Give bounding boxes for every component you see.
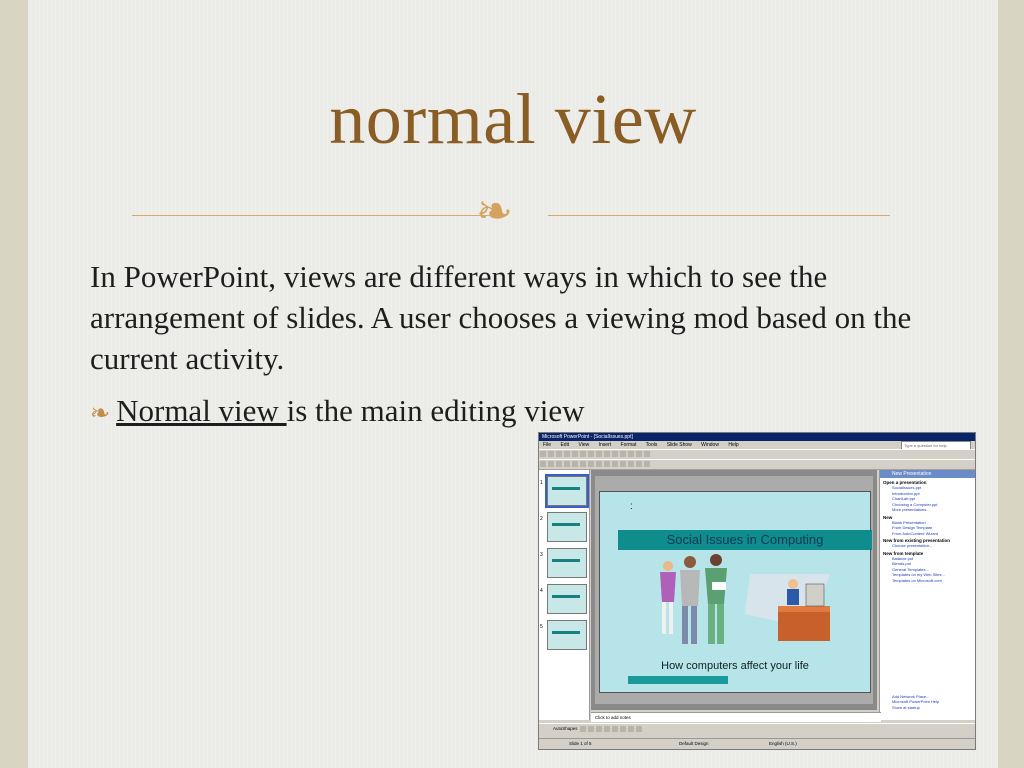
task-link[interactable]: From Design Template (892, 525, 933, 530)
slide-title: normal view (329, 79, 697, 159)
menu-slide-show[interactable]: Slide Show (666, 442, 692, 448)
cut-icon[interactable] (588, 451, 594, 457)
slide-thumbnail[interactable] (547, 512, 587, 542)
menu-file[interactable]: File (543, 442, 552, 448)
slide-subtitle[interactable]: How computers affect your life (661, 660, 809, 672)
fill-color-icon[interactable] (628, 726, 634, 732)
current-slide[interactable] (599, 491, 871, 693)
task-link[interactable]: More presentations... (892, 507, 930, 512)
canvas-background (595, 476, 873, 704)
task-link[interactable]: From AutoContent Wizard (892, 530, 939, 536)
status-language: English (U.S.) (769, 741, 797, 746)
status-design: Default Design (679, 741, 709, 746)
arrow-icon[interactable] (588, 726, 594, 732)
thumb-number: 3 (540, 552, 543, 558)
autoshapes-menu[interactable]: AutoShapes (553, 726, 578, 732)
font-icon[interactable] (540, 461, 546, 467)
font-color-icon[interactable] (628, 461, 634, 467)
slide-thumbnail-pane (539, 470, 590, 720)
shadow-icon[interactable] (580, 461, 586, 467)
title-divider-right (548, 215, 890, 216)
slide-bullets: : (630, 501, 633, 512)
align-right-icon[interactable] (604, 461, 610, 467)
thumb-number: 1 (540, 480, 543, 486)
bullet-normal-view (90, 390, 584, 434)
oval-icon[interactable] (604, 726, 610, 732)
slide-frame-left (0, 0, 28, 768)
slide-thumbnail[interactable] (547, 584, 587, 614)
line-icon[interactable] (580, 726, 586, 732)
menu-window[interactable]: Window (701, 442, 719, 448)
table-icon[interactable] (636, 451, 642, 457)
wordart-icon[interactable] (620, 726, 626, 732)
task-link[interactable]: Choose presentation... (892, 543, 933, 548)
slide-thumbnail[interactable] (547, 548, 587, 578)
align-center-icon[interactable] (596, 461, 602, 467)
task-link[interactable]: ChartLab.ppt (892, 496, 916, 501)
slide-accent-bar (628, 676, 728, 684)
menu-help[interactable]: Help (728, 442, 739, 448)
bullet-text: is the main editing view (286, 393, 585, 428)
menu-edit[interactable]: Edit (560, 442, 570, 448)
design-icon[interactable] (636, 461, 642, 467)
slide-frame-right (998, 0, 1024, 768)
title-divider-left (132, 215, 502, 216)
fleuron-ornament-icon: ❧ (476, 186, 513, 237)
status-slide-count: Slide 1 of 5 (569, 741, 592, 746)
copy-icon[interactable] (596, 451, 602, 457)
task-section-title: New from existing presentation (883, 538, 951, 543)
task-link[interactable]: Add Network Place... (892, 693, 930, 699)
status-bar (539, 738, 975, 749)
zoom-icon[interactable] (644, 451, 650, 457)
powerpoint-screenshot (538, 432, 976, 750)
slide-thumbnail[interactable] (547, 476, 587, 506)
open-icon[interactable] (548, 451, 554, 457)
align-left-icon[interactable] (588, 461, 594, 467)
task-link[interactable]: Introduction.ppt (892, 490, 920, 496)
thumb-number: 5 (540, 624, 543, 630)
rectangle-icon[interactable] (596, 726, 602, 732)
font-size-icon[interactable] (548, 461, 554, 467)
task-link[interactable]: SocialIssues.ppt (892, 485, 922, 490)
save-icon[interactable] (556, 451, 562, 457)
task-section-title: Open a presentation (883, 480, 927, 485)
line-color-icon[interactable] (636, 726, 642, 732)
formatting-toolbar (539, 459, 975, 470)
menu-format[interactable]: Format (620, 442, 637, 448)
menu-tools[interactable]: Tools (645, 442, 658, 448)
task-pane-footer (880, 694, 976, 711)
chart-icon[interactable] (628, 451, 634, 457)
task-link[interactable]: Show at startup (892, 704, 920, 710)
thumb-number: 4 (540, 588, 543, 594)
slide-editing-canvas (591, 470, 877, 710)
notes-pane[interactable]: Click to add notes (591, 712, 881, 722)
slide-thumbnail[interactable] (547, 620, 587, 650)
help-search-input[interactable]: Type a question for help (901, 441, 971, 450)
task-section-title: New (883, 514, 893, 520)
task-link[interactable]: Blends.pot (892, 561, 911, 566)
thumb-number: 2 (540, 516, 543, 522)
bold-icon[interactable] (556, 461, 562, 467)
task-link[interactable]: General Templates... (892, 566, 929, 572)
new-slide-icon[interactable] (644, 461, 650, 467)
task-pane-header: New Presentation (880, 470, 976, 478)
redo-icon[interactable] (620, 451, 626, 457)
italic-icon[interactable] (564, 461, 570, 467)
menu-view[interactable]: View (578, 442, 590, 448)
preview-icon[interactable] (572, 451, 578, 457)
slide-title-banner[interactable]: Social Issues in Computing (618, 530, 872, 550)
bullets-icon[interactable] (612, 461, 618, 467)
window-titlebar: Microsoft PowerPoint - [SocialIssues.ppt] (539, 433, 975, 441)
business-people-clipart (660, 554, 830, 654)
undo-icon[interactable] (612, 451, 618, 457)
task-pane (879, 470, 976, 720)
bullet-fleuron-icon: ❧ (90, 399, 111, 427)
spelling-icon[interactable] (580, 451, 586, 457)
task-link[interactable]: Microsoft PowerPoint Help (892, 699, 940, 704)
textbox-icon[interactable] (612, 726, 618, 732)
task-link[interactable]: Blank Presentation (892, 519, 926, 525)
underline-icon[interactable] (572, 461, 578, 467)
print-icon[interactable] (564, 451, 570, 457)
new-icon[interactable] (540, 451, 546, 457)
task-link[interactable]: Templates on my Web Sites... (892, 572, 945, 577)
paste-icon[interactable] (604, 451, 610, 457)
menu-insert[interactable]: Insert (598, 442, 612, 448)
numbering-icon[interactable] (620, 461, 626, 467)
task-link[interactable]: Balance.pot (892, 555, 914, 561)
normal-view-link[interactable]: Normal view (116, 393, 287, 428)
task-section-title: New from template (883, 550, 924, 556)
slide-body-text: In PowerPoint, views are different ways in which to see the arrangement of slides. A user chooses a viewing mod based on the current activity. (90, 259, 912, 376)
task-link[interactable]: Templates on Microsoft.com (892, 577, 942, 583)
drawing-toolbar (539, 723, 975, 734)
task-link[interactable]: Choosing a Computer.ppt (892, 501, 938, 507)
